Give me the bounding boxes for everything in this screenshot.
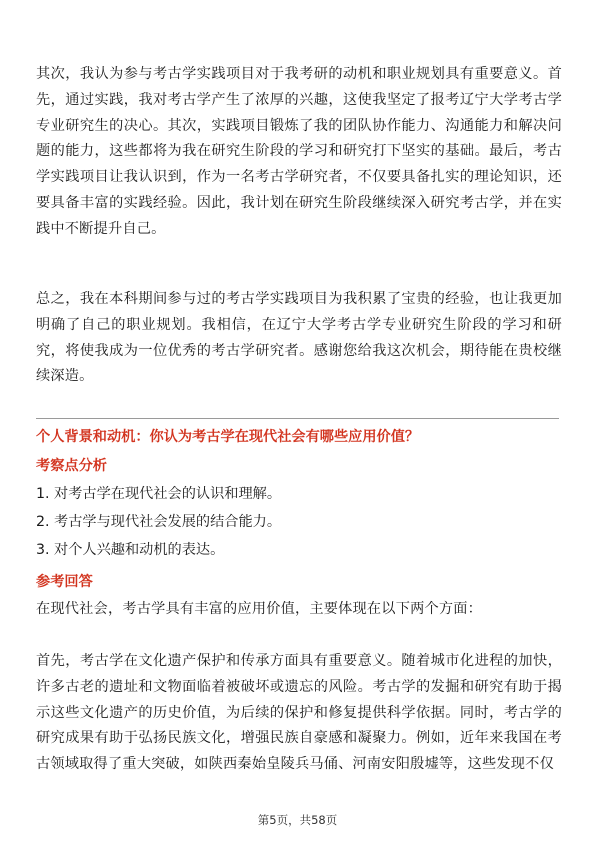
answer-paragraph-1: 首先，考古学在文化遗产保护和传承方面具有重要意义。随着城市化进程的加快，许多古老的遗址和文物面临着被破坏或遗忘的风险。考古学的发掘和研究有助于揭示这些文化遗产的历史价值，为后续的保护和修复提供科学依据。同时，考古学的研究成果有助于弘扬民族文化，增强民族自豪感和凝聚力。例如，近年来我国在考古领域取得了重大突破，如陕西秦始皇陵兵马俑、河南安阳殷墟等，这些发现不仅: [36, 653, 562, 773]
section-divider: [36, 418, 559, 419]
answer-intro: 在现代社会，考古学具有丰富的应用价值，主要体现在以下两个方面：: [36, 601, 483, 617]
question-title: 个人背景和动机：你认为考古学在现代社会有哪些应用价值？: [36, 429, 420, 445]
analysis-item: 1. 对考古学在现代社会的认识和理解。: [36, 486, 282, 502]
answer-heading: 参考回答: [36, 574, 93, 590]
analysis-item: 2. 考古学与现代社会发展的结合能力。: [36, 514, 282, 530]
page-number: 第5页，共58页: [257, 813, 338, 827]
body-paragraph-1: 其次，我认为参与考古学实践项目对于我考研的动机和职业规划具有重要意义。首先，通过实践，我对考古学产生了浓厚的兴趣，这使我坚定了报考辽宁大学考古学专业研究生的决心。其次，实践项目锻炼了我的团队协作能力、沟通能力和解决问题的能力，这些都将为我在研究生阶段的学习和研究打下坚实的基础。最后，考古学实践项目让我认识到，作为一名考古学研究者，不仅要具备扎实的理论知识，还要具备丰富的实践经验。因此，我计划在研究生阶段继续深入研究考古学，并在实践中不断提升自己。: [36, 66, 562, 237]
body-paragraph-2: 总之，我在本科期间参与过的考古学实践项目为我积累了宝贵的经验，也让我更加明确了自己的职业规划。我相信，在辽宁大学考古学专业研究生阶段的学习和研究，将使我成为一位优秀的考古学研究者。感谢您给我这次机会，期待能在贵校继续深造。: [36, 291, 562, 385]
analysis-item: 3. 对个人兴趣和动机的表达。: [36, 542, 225, 558]
analysis-heading: 考察点分析: [36, 458, 107, 474]
